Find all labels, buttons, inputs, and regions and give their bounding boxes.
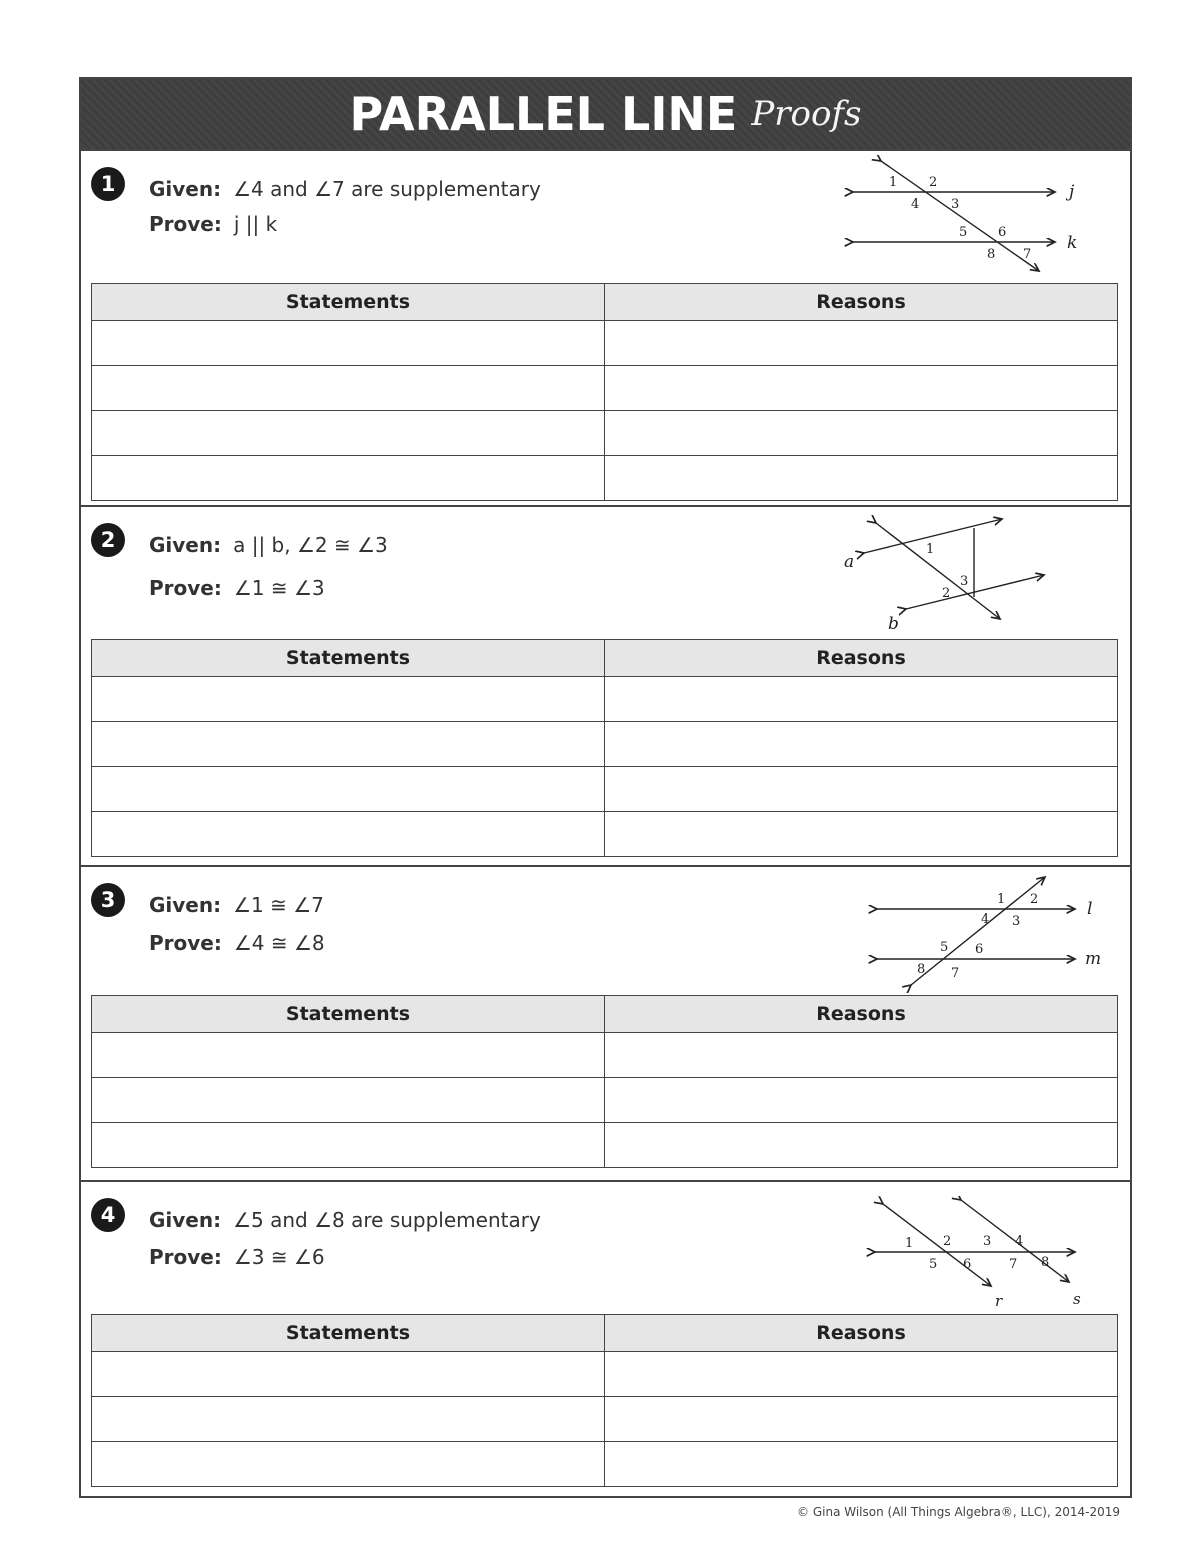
given-text: a || b, ∠2 ≅ ∠3 — [233, 533, 388, 557]
given-line — [149, 893, 324, 917]
reason-cell[interactable] — [605, 677, 1118, 722]
statement-cell[interactable] — [92, 1033, 605, 1078]
title-banner — [81, 79, 1130, 151]
svg-text:8: 8 — [987, 247, 996, 262]
reason-cell[interactable] — [605, 1033, 1118, 1078]
problem-1 — [81, 151, 1130, 507]
statements-header: Statements — [92, 284, 605, 321]
statement-cell[interactable] — [92, 366, 605, 411]
reason-cell[interactable] — [605, 321, 1118, 366]
proof-table — [91, 639, 1118, 857]
line-label: s — [1073, 1290, 1081, 1308]
prove-label: Prove: — [149, 1245, 222, 1269]
problem-2 — [81, 507, 1130, 867]
table-row — [92, 722, 1118, 767]
statement-cell[interactable] — [92, 1078, 605, 1123]
table-row — [92, 767, 1118, 812]
given-label: Given: — [149, 893, 222, 917]
prove-line — [149, 1245, 325, 1269]
svg-text:6: 6 — [963, 1257, 972, 1272]
svg-text:3: 3 — [1012, 914, 1021, 929]
table-row — [92, 1078, 1118, 1123]
table-row — [92, 677, 1118, 722]
given-line — [149, 177, 541, 201]
prove-label: Prove: — [149, 212, 222, 236]
parallel-lines-diagram — [836, 515, 1056, 635]
table-row — [92, 456, 1118, 501]
proof-table — [91, 1314, 1118, 1487]
reasons-header: Reasons — [605, 640, 1118, 677]
svg-text:5: 5 — [929, 1257, 938, 1272]
reason-cell[interactable] — [605, 1352, 1118, 1397]
reason-cell[interactable] — [605, 1123, 1118, 1168]
svg-text:2: 2 — [1030, 892, 1039, 907]
line-label: k — [1067, 233, 1078, 253]
table-row — [92, 1397, 1118, 1442]
given-label: Given: — [149, 177, 222, 201]
prove-line — [149, 212, 277, 236]
problem-number: 2 — [91, 523, 125, 557]
table-row — [92, 1123, 1118, 1168]
reason-cell[interactable] — [605, 767, 1118, 812]
problem-number: 1 — [91, 167, 125, 201]
svg-text:4: 4 — [981, 912, 990, 927]
table-row — [92, 321, 1118, 366]
statement-cell[interactable] — [92, 812, 605, 857]
table-row — [92, 1442, 1118, 1487]
proof-table — [91, 283, 1118, 501]
given-text: ∠1 ≅ ∠7 — [233, 893, 324, 917]
prove-text: ∠3 ≅ ∠6 — [233, 1245, 325, 1269]
table-row — [92, 812, 1118, 857]
parallel-lines-diagram — [861, 873, 1121, 993]
reason-cell[interactable] — [605, 812, 1118, 857]
prove-line — [149, 576, 325, 600]
svg-text:7: 7 — [1009, 1257, 1018, 1272]
given-label: Given: — [149, 1208, 222, 1232]
parallel-lines-diagram — [861, 1196, 1101, 1316]
reason-cell[interactable] — [605, 1078, 1118, 1123]
svg-text:7: 7 — [1023, 247, 1032, 262]
page-title-script: Proofs — [751, 94, 862, 134]
table-row — [92, 1033, 1118, 1078]
reason-cell[interactable] — [605, 722, 1118, 767]
statement-cell[interactable] — [92, 677, 605, 722]
svg-text:8: 8 — [1041, 1255, 1050, 1270]
statement-cell[interactable] — [92, 1397, 605, 1442]
svg-text:1: 1 — [926, 542, 935, 557]
table-row — [92, 366, 1118, 411]
svg-text:3: 3 — [960, 574, 969, 589]
table-row — [92, 411, 1118, 456]
statement-cell[interactable] — [92, 722, 605, 767]
line-label: m — [1085, 949, 1102, 969]
reason-cell[interactable] — [605, 411, 1118, 456]
statement-cell[interactable] — [92, 321, 605, 366]
given-line — [149, 1208, 541, 1232]
svg-text:8: 8 — [917, 962, 926, 977]
prove-text: j || k — [233, 212, 278, 236]
reason-cell[interactable] — [605, 456, 1118, 501]
reasons-header: Reasons — [605, 1315, 1118, 1352]
problem-4 — [81, 1182, 1130, 1496]
statement-cell[interactable] — [92, 411, 605, 456]
svg-text:7: 7 — [951, 966, 960, 981]
prove-line — [149, 931, 325, 955]
table-row — [92, 1352, 1118, 1397]
statements-header: Statements — [92, 1315, 605, 1352]
reason-cell[interactable] — [605, 1397, 1118, 1442]
svg-text:2: 2 — [929, 175, 938, 190]
line-label: b — [888, 614, 899, 634]
reasons-header: Reasons — [605, 284, 1118, 321]
given-text: ∠5 and ∠8 are supplementary — [233, 1208, 541, 1232]
statement-cell[interactable] — [92, 1442, 605, 1487]
worksheet — [79, 77, 1132, 1498]
line-label: l — [1087, 899, 1093, 919]
problem-number: 4 — [91, 1198, 125, 1232]
statements-header: Statements — [92, 996, 605, 1033]
problem-3 — [81, 867, 1130, 1182]
reasons-header: Reasons — [605, 996, 1118, 1033]
statement-cell[interactable] — [92, 1123, 605, 1168]
svg-text:5: 5 — [940, 940, 949, 955]
statement-cell[interactable] — [92, 1352, 605, 1397]
line-label: a — [844, 552, 855, 572]
prove-text: ∠1 ≅ ∠3 — [233, 576, 325, 600]
svg-text:2: 2 — [943, 1234, 952, 1249]
statement-cell[interactable] — [92, 456, 605, 501]
line-label: j — [1069, 182, 1075, 202]
given-text: ∠4 and ∠7 are supplementary — [233, 177, 541, 201]
page-title: PARALLEL LINE — [349, 87, 738, 141]
line-label: r — [995, 1292, 1003, 1310]
statement-cell[interactable] — [92, 767, 605, 812]
statements-header: Statements — [92, 640, 605, 677]
svg-text:1: 1 — [889, 175, 898, 190]
svg-text:4: 4 — [911, 197, 920, 212]
svg-text:6: 6 — [998, 225, 1007, 240]
prove-label: Prove: — [149, 576, 222, 600]
svg-text:3: 3 — [983, 1234, 992, 1249]
svg-text:3: 3 — [951, 197, 960, 212]
given-line — [149, 533, 388, 557]
svg-text:1: 1 — [905, 1236, 914, 1251]
prove-label: Prove: — [149, 931, 222, 955]
given-label: Given: — [149, 533, 222, 557]
svg-text:2: 2 — [942, 586, 951, 601]
copyright-footer: © Gina Wilson (All Things Algebra®, LLC), 2014-2019 — [797, 1505, 1120, 1519]
proof-table — [91, 995, 1118, 1168]
svg-text:1: 1 — [997, 892, 1006, 907]
problem-number: 3 — [91, 883, 125, 917]
svg-text:6: 6 — [975, 942, 984, 957]
parallel-lines-diagram — [841, 155, 1101, 275]
svg-text:4: 4 — [1015, 1234, 1024, 1249]
reason-cell[interactable] — [605, 366, 1118, 411]
svg-text:5: 5 — [959, 225, 968, 240]
prove-text: ∠4 ≅ ∠8 — [233, 931, 325, 955]
reason-cell[interactable] — [605, 1442, 1118, 1487]
